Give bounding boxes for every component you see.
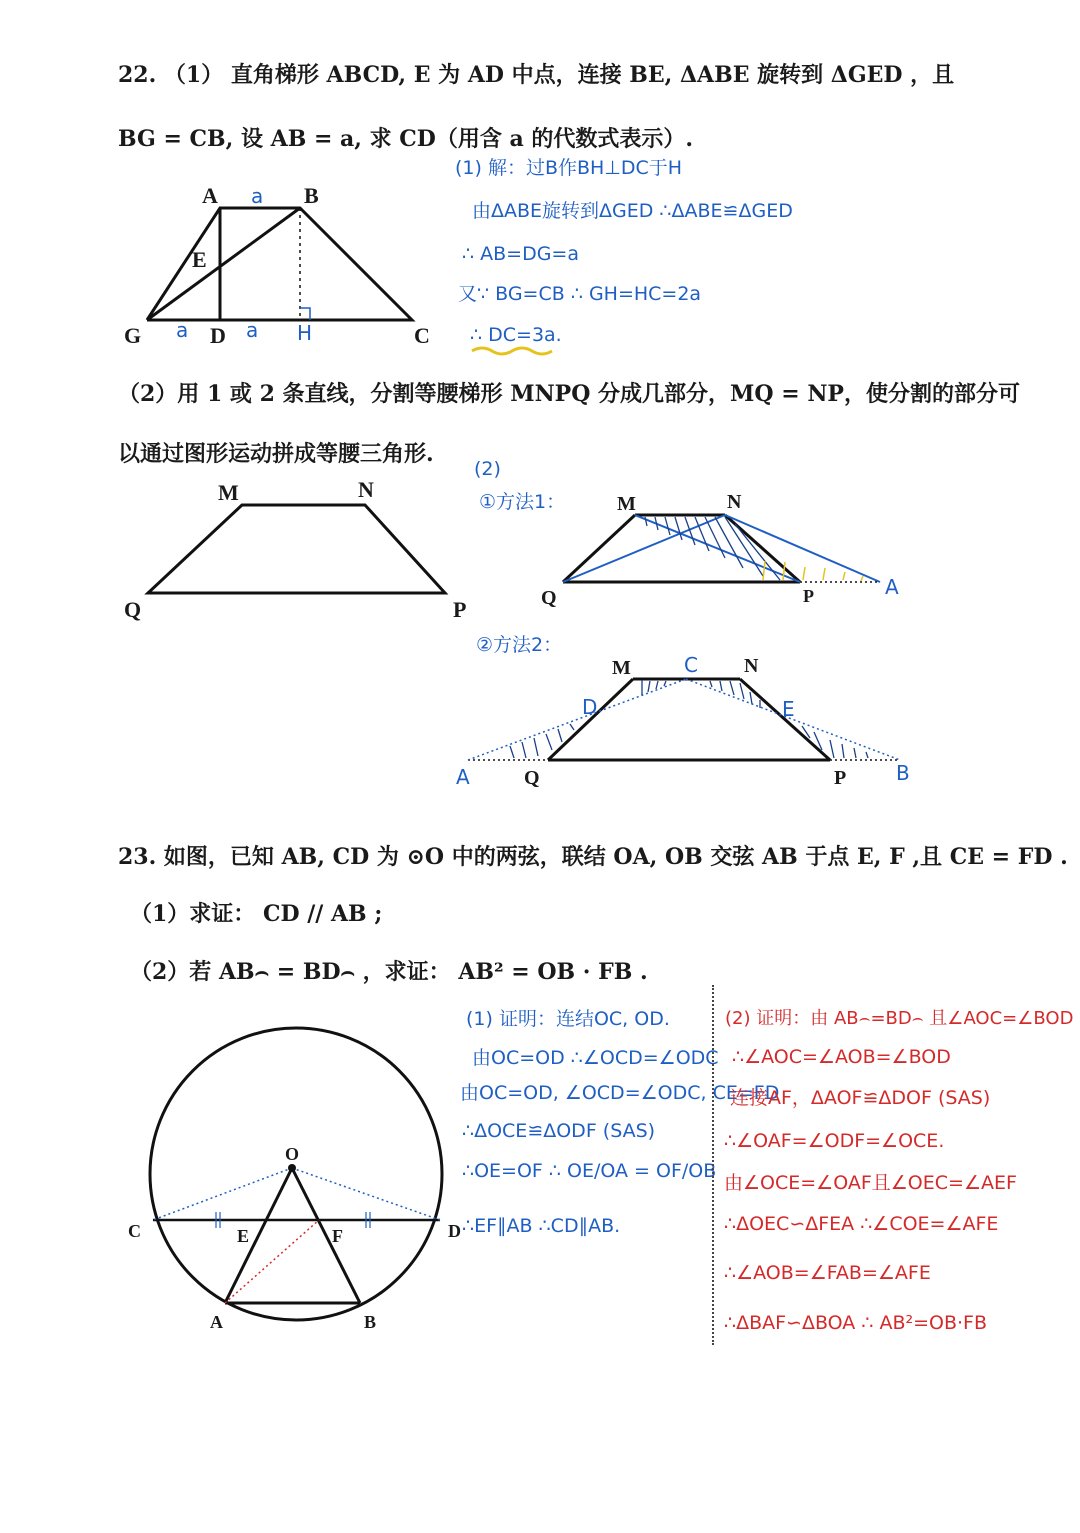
circle-label-O: O xyxy=(285,1144,300,1164)
q22-line2: BG = CB, 设 AB = a, 求 CD（用含 a 的代数式表示）. xyxy=(118,126,694,152)
circle-label-F: F xyxy=(332,1226,343,1246)
figure-method2 xyxy=(450,650,920,800)
label-N: N xyxy=(358,477,374,502)
label-D: D xyxy=(210,323,226,348)
m2-label-Q: Q xyxy=(524,767,540,789)
proof1-line3: 由OC=OD, ∠OCD=∠ODC, CE=FD xyxy=(460,1082,780,1104)
m1-label-P: P xyxy=(803,586,814,606)
proof2-line4: ∴∠OAF=∠ODF=∠OCE. xyxy=(724,1130,945,1152)
m2-label-B: B xyxy=(896,761,910,785)
label-H: H xyxy=(297,321,313,345)
label-a-gd: a xyxy=(176,318,189,342)
sol1-line4: 又∵ BG=CB ∴ GH=HC=2a xyxy=(458,283,702,305)
q22-line1: 22. （1） 直角梯形 ABCD, E 为 AD 中点，连接 BE, ΔABE 旋转到 ΔGED ，且 xyxy=(118,62,955,88)
m2-label-N: N xyxy=(744,655,759,677)
label-B: B xyxy=(304,183,319,208)
label-E: E xyxy=(192,247,207,272)
proof1-line4: ∴ΔOCE≌ΔODF (SAS) xyxy=(462,1120,656,1142)
figure-right-trapezoid xyxy=(120,175,440,355)
circle-label-B: B xyxy=(364,1312,377,1332)
method1-label: ①方法1： xyxy=(479,491,566,513)
label-a-dh: a xyxy=(246,318,259,342)
sol2-head: (2) xyxy=(474,458,501,480)
circle-label-A: A xyxy=(210,1312,223,1332)
m1-label-A: A xyxy=(885,575,899,599)
q23-line2: （1）求证： CD // AB ; xyxy=(130,901,383,927)
label-G: G xyxy=(124,323,142,348)
m1-label-N: N xyxy=(727,491,742,513)
proof1-line5: ∴OE=OF ∴ OE/OA = OF/OB xyxy=(462,1160,717,1182)
label-C: C xyxy=(414,323,430,348)
m2-label-M: M xyxy=(612,657,631,679)
proof2-line3: 连接AF，ΔAOF≌ΔDOF (SAS) xyxy=(730,1087,991,1109)
m1-label-Q: Q xyxy=(541,587,557,609)
circle-label-D: D xyxy=(448,1221,461,1241)
label-M: M xyxy=(218,480,239,505)
circle-label-E: E xyxy=(237,1226,250,1246)
q23-line1: 23. 如图，已知 AB, CD 为 ⊙O 中的两弦，联结 OA, OB 交弦 AB 于点 E, F ,且 CE = FD . xyxy=(118,844,1068,870)
figure-method1 xyxy=(535,488,915,608)
sol1-line5: ∴ DC=3a. xyxy=(470,324,562,346)
dotted-divider xyxy=(712,985,714,1345)
q22-part2-line2: 以通过图形运动拼成等腰三角形. xyxy=(118,441,434,467)
proof2-line6: ∴ΔOEC∽ΔFEA ∴∠COE=∠AFE xyxy=(724,1213,999,1235)
sol1-line2: 由ΔABE旋转到ΔGED ∴ΔABE≌ΔGED xyxy=(472,200,793,222)
label-a-top: a xyxy=(251,184,264,208)
proof1-line6: ∴EF∥AB ∴CD∥AB. xyxy=(462,1215,621,1237)
circle-label-C: C xyxy=(128,1221,141,1241)
m2-label-E: E xyxy=(782,697,795,721)
proof2-line2: ∴∠AOC=∠AOB=∠BOD xyxy=(732,1046,951,1068)
proof2-line7: ∴∠AOB=∠FAB=∠AFE xyxy=(724,1262,931,1284)
m2-label-P: P xyxy=(834,767,847,789)
sol1-line3: ∴ AB=DG=a xyxy=(462,243,579,265)
proof1-line1: (1) 证明：连结OC, OD. xyxy=(466,1008,670,1030)
label-P: P xyxy=(453,597,467,622)
m2-label-A: A xyxy=(456,765,470,789)
label-A: A xyxy=(202,183,218,208)
label-Q: Q xyxy=(124,597,142,622)
m1-label-M: M xyxy=(617,493,636,515)
m2-label-D: D xyxy=(582,695,598,719)
method2-label: ②方法2： xyxy=(476,634,563,656)
q22-part2-line1: （2）用 1 或 2 条直线，分割等腰梯形 MNPQ 分成几部分，MQ = NP，使分割的部分可 xyxy=(118,381,1020,407)
m2-label-C: C xyxy=(684,653,698,677)
figure-circle xyxy=(120,1010,470,1340)
proof2-line5: 由∠OCE=∠OAF且∠OEC=∠AEF xyxy=(724,1172,1017,1194)
sol1-line1: (1) 解：过B作BH⊥DC于H xyxy=(455,157,683,179)
figure-isosceles-trapezoid xyxy=(120,475,480,625)
proof2-line1: (2) 证明：由 AB⌢=BD⌢ 且∠AOC=∠BOD xyxy=(725,1008,1074,1029)
q23-line3: （2）若 AB⌢ = BD⌢ ，求证： AB² = OB · FB . xyxy=(130,959,648,985)
proof1-line2: 由OC=OD ∴∠OCD=∠ODC xyxy=(472,1047,719,1069)
underline-answer xyxy=(470,345,570,359)
proof2-line8: ∴ΔBAF∽ΔBOA ∴ AB²=OB·FB xyxy=(724,1312,988,1334)
